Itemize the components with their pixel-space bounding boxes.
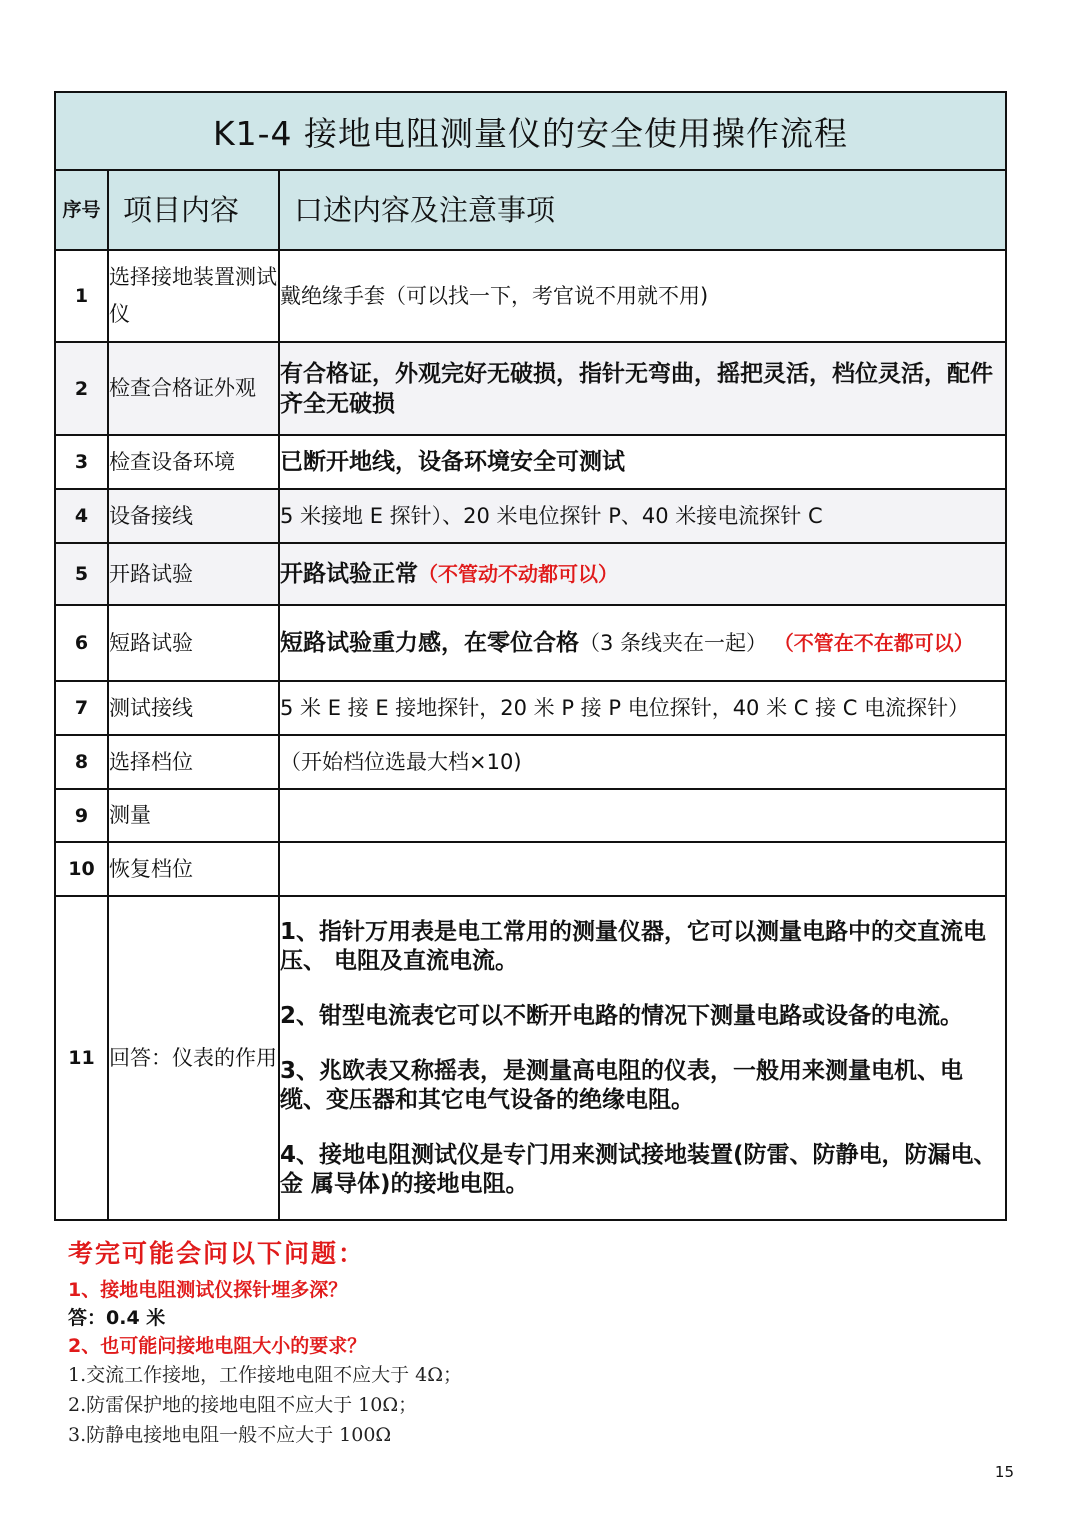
row-item: 设备接线: [108, 489, 279, 543]
table-row: [55, 435, 1006, 489]
row-desc: 5 米 E 接 E 接地探针，20 米 P 接 P 电位探针，40 米 C 接 C 电流探针）: [279, 681, 1006, 735]
requirement-2: 2.防雷保护地的接地电阻不应大于 10Ω；: [68, 1394, 418, 1416]
row-num: 6: [55, 605, 108, 681]
row-item: 恢复档位: [108, 842, 279, 896]
requirement-1: 1.交流工作接地，工作接地电阻不应大于 4Ω；: [68, 1364, 463, 1386]
table-row: [55, 250, 1006, 342]
row-desc: [279, 543, 1006, 605]
page-number: 15: [994, 1463, 1014, 1481]
row-num: 4: [55, 489, 108, 543]
requirement-3: 3.防静电接地电阻一般不应大于 100Ω: [68, 1424, 392, 1446]
page-title: K1-4 接地电阻测量仪的安全使用操作流程: [55, 92, 1006, 170]
row-item: 检查合格证外观: [108, 342, 279, 435]
desc-note: （不管动不动都可以）: [418, 562, 618, 586]
table-row: [55, 489, 1006, 543]
follow-up-section: [68, 1234, 968, 1450]
row-desc: 5 米接地 E 探针）、20 米电位探针 P、40 米接电流探针 C: [279, 489, 1006, 543]
row-answers: [279, 896, 1006, 1220]
desc-main: 短路试验重力感，在零位合格: [280, 630, 579, 656]
row-num: 8: [55, 735, 108, 789]
table-row: [55, 681, 1006, 735]
answer-item: 1、指针万用表是电工常用的测量仪器，它可以测量电路中的交直流电压、 电阻及直流电流。: [280, 918, 987, 974]
table-row: [55, 842, 1006, 896]
desc-note: （不管在不在都可以）: [773, 631, 974, 655]
row-desc: （开始档位选最大档×10): [279, 735, 1006, 789]
row-num: 2: [55, 342, 108, 435]
table-row: [55, 605, 1006, 681]
table-header: [55, 170, 1006, 250]
row-num: 9: [55, 789, 108, 842]
procedure-table: [54, 91, 1007, 1221]
row-desc: 戴绝缘手套（可以找一下，考官说不用就不用): [279, 250, 1006, 342]
row-num: 5: [55, 543, 108, 605]
question-2: 2、也可能问接地电阻大小的要求？: [68, 1335, 367, 1357]
row-desc: [279, 789, 1006, 842]
follow-up-heading: 考完可能会问以下问题：: [68, 1239, 366, 1268]
table-row: [55, 342, 1006, 435]
table-row: [55, 543, 1006, 605]
answer-item: 4、接地电阻测试仪是专门用来测试接地装置(防雷、防静电，防漏电、金 属导体)的接地电阻。: [280, 1141, 997, 1197]
row-item: 回答：仪表的作用: [108, 896, 279, 1220]
answer-item: 3、兆欧表又称摇表，是测量高电阻的仪表，一般用来测量电机、电缆、变压器和其它电气设备的绝缘电阻。: [280, 1057, 964, 1113]
row-num: 3: [55, 435, 108, 489]
table-row: [55, 789, 1006, 842]
row-item: 短路试验: [108, 605, 279, 681]
desc-extra: （3 条线夹在一起）: [579, 631, 768, 655]
answer-1: 答：0.4 米: [68, 1307, 166, 1329]
row-item: 测量: [108, 789, 279, 842]
row-item: 检查设备环境: [108, 435, 279, 489]
row-desc: [279, 605, 1006, 681]
row-desc: 已断开地线，设备环境安全可测试: [279, 435, 1006, 489]
row-num: 10: [55, 842, 108, 896]
row-num: 11: [55, 896, 108, 1220]
header-desc: 口述内容及注意事项: [279, 170, 1006, 250]
answer-item: 2、钳型电流表它可以不断开电路的情况下测量电路或设备的电流。: [280, 1002, 964, 1029]
row-desc: [279, 842, 1006, 896]
header-item: 项目内容: [108, 170, 279, 250]
question-1: 1、接地电阻测试仪探针埋多深？: [68, 1279, 348, 1301]
row-num: 1: [55, 250, 108, 342]
row-item: 测试接线: [108, 681, 279, 735]
row-desc: 有合格证，外观完好无破损，指针无弯曲，摇把灵活，档位灵活，配件齐全无破损: [279, 342, 1006, 435]
table-row: [55, 896, 1006, 1220]
desc-main: 开路试验正常: [280, 561, 418, 587]
row-item: 开路试验: [108, 543, 279, 605]
row-item: 选择接地装置测试仪: [108, 250, 279, 342]
table-row: [55, 735, 1006, 789]
row-num: 7: [55, 681, 108, 735]
header-num: 序号: [55, 170, 108, 250]
row-item: 选择档位: [108, 735, 279, 789]
